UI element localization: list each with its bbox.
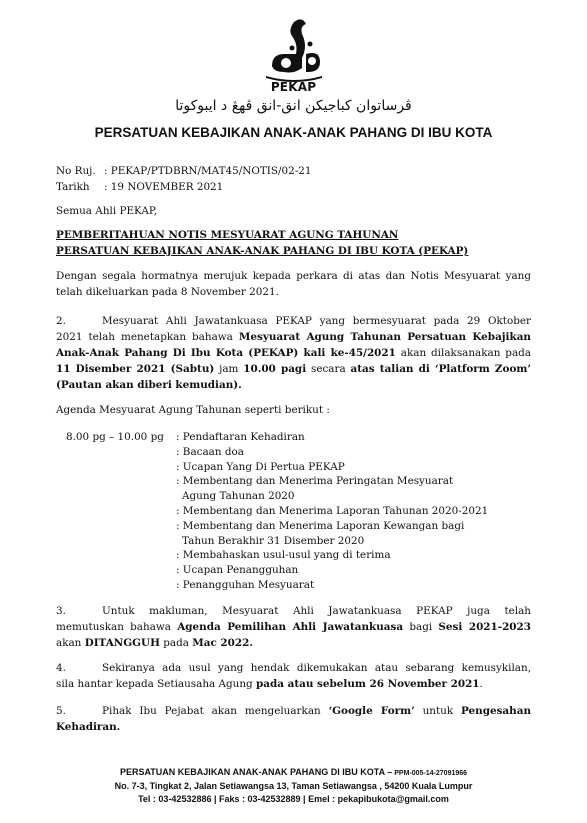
paragraph-5: [56, 703, 531, 735]
footer-contact: Tel : 03-42532886 | Faks : 03-42532889 | Emel : pekapibukota@gmail.com: [138, 794, 449, 804]
para-4-deadline: pada atau sebelum 26 November 2021: [256, 678, 480, 690]
agenda-item: : Pendaftaran Kehadiran: [176, 431, 305, 443]
ref-date-label: Tarikh: [56, 181, 90, 193]
agenda-item: : Ucapan Penangguhan: [176, 564, 299, 577]
meeting-date: 11 Disember 2021 (Sabtu): [56, 363, 215, 375]
paragraph-3: [56, 603, 531, 651]
para-3-bold: Mac 2022.: [192, 637, 253, 649]
agenda-item-continued: Agung Tahunan 2020: [182, 490, 295, 503]
agenda-item: : Bacaan doa: [176, 445, 244, 458]
para-2-bold: Anak-Anak Pahang Di Ibu Kota (PEKAP) kali ke-45/2021: [56, 347, 396, 359]
para-3-number: 3.: [56, 605, 66, 617]
para-2-text: secara: [306, 363, 351, 375]
intro-paragraph: [56, 268, 531, 300]
salutation: Semua Ahli PEKAP,: [56, 205, 158, 217]
para-5-text: Pihak Ibu Pejabat akan mengeluarkan: [102, 705, 329, 717]
para-2-number: 2.: [56, 315, 66, 327]
subject-heading: [56, 227, 531, 259]
paragraph-2: [56, 313, 531, 393]
meeting-time: 10.00 pagi: [243, 363, 307, 375]
ref-no-value: : PEKAP/PTDBRN/MAT45/NOTIS/02-21: [104, 165, 312, 177]
agenda-item: : Membahaskan usul-usul yang di terima: [176, 549, 391, 562]
org-name-jawi: ڤرساتوان كباجيكن انق-انق ڤهڠ د ايبوكوتا: [175, 98, 412, 114]
agenda-item: : Ucapan Yang Di Pertua PEKAP: [176, 460, 345, 473]
para-4-text: .: [479, 678, 483, 690]
letter-footer: [0, 766, 587, 806]
intro-line-2: telah dikeluarkan pada 8 November 2021.: [56, 286, 279, 298]
intro-line-1: Dengan segala hormatnya merujuk kepada perkara di atas dan Notis Mesyuarat yang: [56, 270, 531, 282]
para-2-line-1: Mesyuarat Ahli Jawatankuasa PEKAP yang bermesyuarat pada 29 Oktober: [102, 315, 531, 327]
subject-line-2: PERSATUAN KEBAJIKAN ANAK-ANAK PAHANG DI IBU KOTA (PEKAP): [56, 245, 469, 257]
ref-no-label: No Ruj.: [56, 165, 96, 177]
agenda-item: : Membentang dan Menerima Peringatan Mesyuarat: [176, 475, 454, 488]
meeting-platform: atas talian di ‘Platform Zoom’: [350, 363, 531, 375]
org-name-heading: PERSATUAN KEBAJIKAN ANAK-ANAK PAHANG DI IBU KOTA: [94, 125, 493, 140]
para-2-text: jam: [214, 363, 244, 375]
para-3-bold: Agenda Pemilihan Ahli Jawatankuasa: [177, 621, 404, 633]
para-5-line-2: Kehadiran.: [56, 721, 121, 733]
subject-line-1: PEMBERITAHUAN NOTIS MESYUARAT AGUNG TAHUNAN: [56, 229, 399, 241]
para-4-line-1: Sekiranya ada usul yang hendak dikemukakan atau sebarang kemusykilan,: [102, 662, 531, 674]
para-2-text: akan dilaksanakan pada: [395, 347, 531, 359]
agenda-item: : Membentang dan Menerima Laporan Tahunan 2020-2021: [176, 504, 489, 517]
footer-org-name: PERSATUAN KEBAJIKAN ANAK-ANAK PAHANG DI IBU KOTA –: [119, 767, 393, 777]
para-4-number: 4.: [56, 662, 66, 674]
pekap-logo-icon: [262, 14, 326, 84]
agenda-item-continued: Tahun Berakhir 31 Disember 2020: [182, 534, 365, 547]
agenda-time: 8.00 pg – 10.00 pg: [66, 431, 164, 443]
agenda-item: : Penangguhan Mesyuarat: [176, 578, 315, 591]
para-3-text: pada: [159, 637, 193, 649]
para-2-text: 2021 telah menetapkan bahawa: [56, 331, 239, 343]
footer-address: No. 7-3, Tingkat 2, Jalan Setiawangsa 13, Taman Setiawangsa , 54200 Kuala Lumpur: [114, 781, 473, 791]
para-5-bold: ‘Google Form’: [328, 705, 415, 717]
para-5-number: 5.: [56, 705, 66, 717]
logo-wordmark: PEKAP: [270, 80, 317, 94]
para-2-bold: Mesyuarat Agung Tahunan Persatuan Kebajikan: [238, 331, 531, 343]
para-2-line-5: (Pautan akan diberi kemudian).: [56, 379, 242, 391]
para-3-text: bagi: [403, 621, 439, 633]
agenda-item: : Membentang dan Menerima Laporan Kewangan bagi: [176, 519, 465, 532]
reference-block: [56, 163, 531, 195]
agenda-list: [66, 430, 488, 593]
para-5-text: untuk: [414, 705, 461, 717]
para-3-bold: Sesi 2021-2023: [438, 621, 531, 633]
para-3-text: akan: [56, 637, 85, 649]
para-5-bold: Pengesahan: [461, 705, 531, 717]
para-3-bold: DITANGGUH: [84, 637, 160, 649]
paragraph-4: [56, 660, 531, 692]
para-4-text: sila hantar kepada Setiausaha Agung: [56, 678, 256, 690]
para-3-text: memutuskan bahawa: [56, 621, 178, 633]
para-3-line-1: Untuk makluman, Mesyuarat Ahli Jawatankuasa PEKAP juga telah: [102, 605, 531, 617]
footer-registration: PPM-005-14-27091966: [392, 770, 468, 777]
agenda-intro: Agenda Mesyuarat Agung Tahunan seperti berikut :: [56, 404, 330, 416]
ref-date-value: : 19 NOVEMBER 2021: [104, 181, 224, 193]
